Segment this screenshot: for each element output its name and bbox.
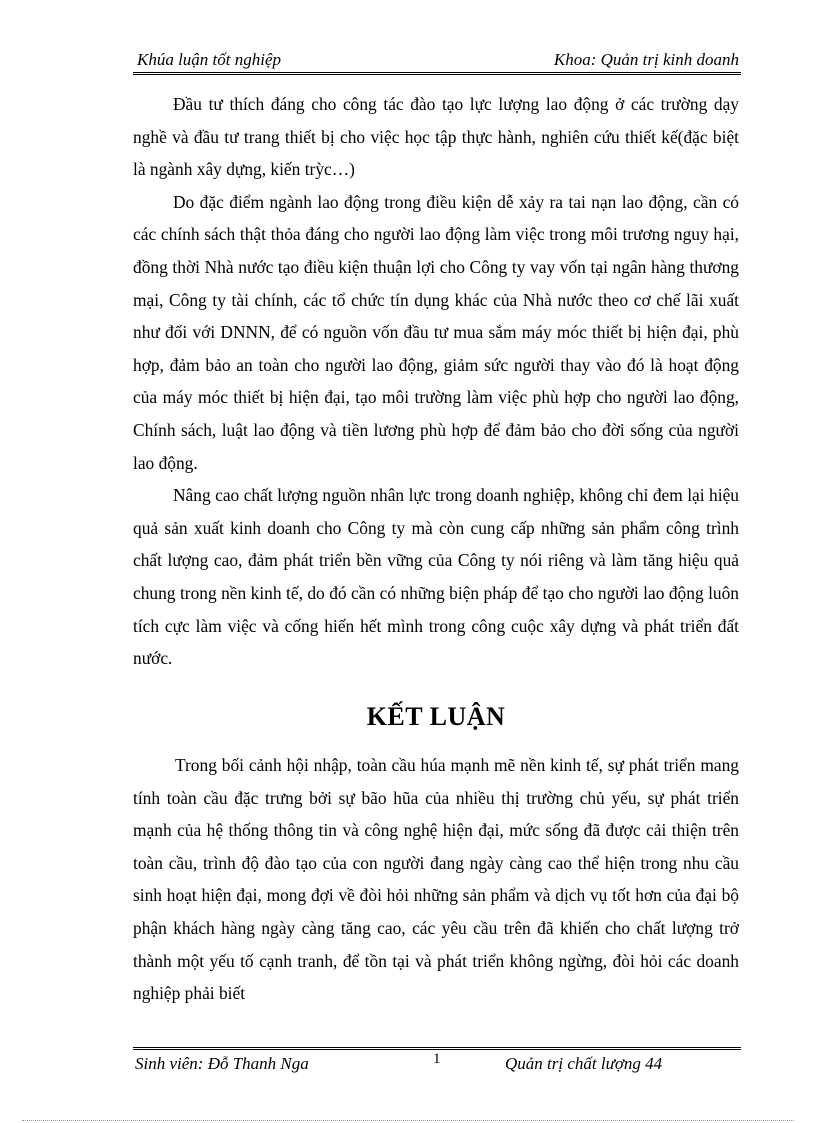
conclusion-body: [133, 749, 739, 1010]
page-header: [133, 48, 739, 72]
conclusion-heading: KẾT LUẬN: [366, 702, 506, 731]
paragraph: Đầu tư thích đáng cho công tác đào tạo lực lượng lao động ở các trường dạy nghề và đầu tư trang thiết bị cho việc học tập thực hành, nghiên cứu thiết kế(đặc biệt là ngành xây dựng, kiến trỳc…): [133, 94, 739, 180]
header-divider: [133, 72, 741, 75]
footer-divider: [133, 1047, 741, 1050]
header-thesis-label: Khúa luận tốt nghiệp: [137, 50, 282, 69]
paragraph: Nâng cao chất lượng nguồn nhân lực trong doanh nghiệp, không chỉ đem lại hiệu quả sản xuất kinh doanh cho Công ty mà còn cung cấp những sản phẩm công trình chất lượng cao, đảm phát triển bền vững của Công ty nói riêng và làm tăng hiệu quả chung trong nền kinh tế, do đó cần có những biện pháp để tạo cho người lao động luôn tích cực làm việc và cống hiến hết mình trong công cuộc xây dựng và phát triển đất nước.: [133, 485, 739, 669]
body-text: [133, 88, 739, 675]
footer-class-label: Quản trị chất lượng 44: [505, 1054, 663, 1073]
page-number: 1: [433, 1051, 441, 1067]
paragraph: Trong bối cảnh hội nhập, toàn cầu húa mạnh mẽ nền kinh tế, sự phát triển mang tính toàn cầu đặc trưng bởi sự bão hũa của nhiều thị trường chủ yếu, sự phát triển mạnh của hệ thống thông tin và công nghệ hiện đại, mức sống đã được cải thiện trên toàn cầu, trình độ đào tạo của con người đang ngày càng cao thể hiện trong nhu cầu sinh hoạt hiện đại, mong đợi về đòi hỏi những sản phẩm và dịch vụ tốt hơn của đại bộ phận khách hàng ngày càng tăng cao, các yêu cầu trên đã khiến cho chất lượng trở thành một yếu tố cạnh tranh, để tồn tại và phát triển không ngừng, đòi hỏi các doanh nghiệp phải biết: [133, 755, 739, 1004]
paragraph: Do đặc điểm ngành lao động trong điều kiện dễ xảy ra tai nạn lao động, cần có các chính sách thật thỏa đáng cho người lao động làm việc trong môi trương nguy hại, đồng thời Nhà nước tạo điều kiện thuận lợi cho Công ty vay vốn tại ngân hàng thương mại, Công ty tài chính, các tổ chức tín dụng khác của Nhà nước theo cơ chế lãi xuất như đối với DNNN, để có nguồn vốn đầu tư mua sắm máy móc thiết bị hiện đại, phù hợp, đảm bảo an toàn cho người lao động, giảm sức người thay vào đó là hoạt động của máy móc thiết bị hiện đại, tạo môi trường làm việc phù hợp cho người lao động, Chính sách, luật lao động và tiền lương phù hợp để đảm bảo cho đời sống của người lao động.: [133, 191, 739, 473]
page-boundary: [22, 1120, 794, 1121]
footer-student-name: Sinh viên: Đỗ Thanh Nga: [135, 1054, 309, 1073]
page-footer: [133, 1051, 739, 1078]
header-faculty-label: Khoa: Quản trị kinh doanh: [553, 50, 739, 69]
